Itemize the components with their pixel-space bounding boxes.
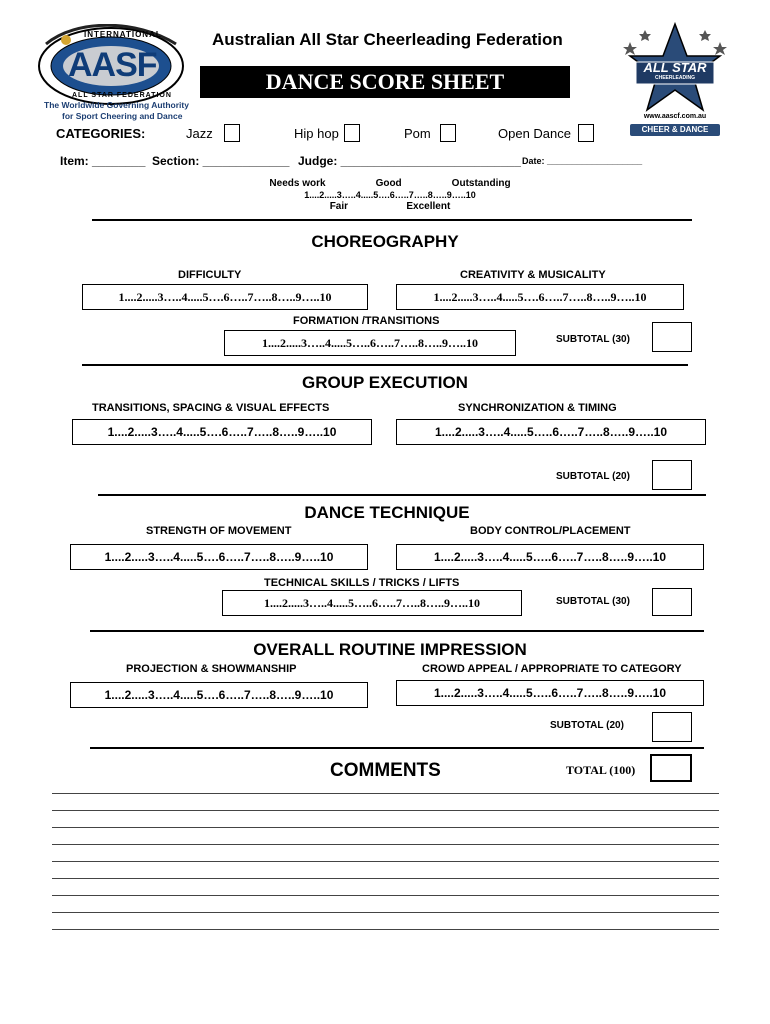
technical-skills-label: TECHNICAL SKILLS / TRICKS / LIFTS xyxy=(264,577,460,589)
group-execution-subtotal-box[interactable] xyxy=(652,460,692,490)
all-star-center-top: ALL STAR xyxy=(643,60,707,75)
transitions-scale[interactable]: 1....2.....3…..4.....5….6…..7…..8…..9…..10 xyxy=(72,419,372,445)
comment-line-8[interactable] xyxy=(52,912,719,913)
aasf-tagline-2: for Sport Cheering and Dance xyxy=(62,111,183,121)
transitions-label: TRANSITIONS, SPACING & VISUAL EFFECTS xyxy=(92,402,330,414)
group-execution-subtotal-label: SUBTOTAL (20) xyxy=(556,471,630,482)
all-star-ribbon: CHEER & DANCE xyxy=(630,124,720,136)
divider-overall xyxy=(90,747,704,749)
category-hiphop-checkbox[interactable] xyxy=(344,124,360,142)
aasf-letters: AASF xyxy=(68,46,157,84)
crowd-appeal-scale[interactable]: 1....2.....3…..4.....5…..6…..7…..8…..9…..10 xyxy=(396,680,704,706)
dance-technique-heading: DANCE TECHNIQUE xyxy=(304,503,470,522)
legend-bottom: Fair Excellent xyxy=(329,201,451,212)
difficulty-label: DIFFICULTY xyxy=(178,269,242,281)
projection-scale[interactable]: 1....2.....3…..4.....5….6…..7…..8…..9…..10 xyxy=(70,682,368,708)
total-label: TOTAL (100) xyxy=(566,763,636,777)
comment-line-1[interactable] xyxy=(52,793,719,794)
divider-group-execution xyxy=(98,494,706,496)
category-jazz-checkbox[interactable] xyxy=(224,124,240,142)
synchronization-scale[interactable]: 1....2.....3…..4.....5…..6…..7…..8…..9…..10 xyxy=(396,419,706,445)
item-field[interactable]: Item: ________ xyxy=(60,154,146,168)
category-hiphop-label: Hip hop xyxy=(294,126,339,141)
choreography-subtotal-label: SUBTOTAL (30) xyxy=(556,334,630,345)
synchronization-label: SYNCHRONIZATION & TIMING xyxy=(458,402,617,414)
divider-choreography xyxy=(82,364,688,366)
org-name: Australian All Star Cheerleading Federation xyxy=(212,30,563,49)
comment-line-6[interactable] xyxy=(52,878,719,879)
formation-label: FORMATION /TRANSITIONS xyxy=(293,315,440,327)
all-star-center-sub: CHEERLEADING xyxy=(654,75,695,81)
comments-heading: COMMENTS xyxy=(330,760,441,781)
group-execution-heading: GROUP EXECUTION xyxy=(302,373,468,392)
technical-skills-scale[interactable]: 1....2.....3…..4.....5…..6…..7…..8…..9…..10 xyxy=(222,590,522,616)
choreography-subtotal-box[interactable] xyxy=(652,322,692,352)
difficulty-scale[interactable]: 1....2.....3…..4.....5….6…..7…..8…..9…..10 xyxy=(82,284,368,310)
divider-dance-technique xyxy=(90,630,704,632)
overall-subtotal-box[interactable] xyxy=(652,712,692,742)
aasf-ring-bottom: ALL STAR FEDERATION xyxy=(72,92,172,99)
overall-subtotal-label: SUBTOTAL (20) xyxy=(550,720,624,731)
choreography-heading: CHOREOGRAPHY xyxy=(311,232,459,251)
comment-line-5[interactable] xyxy=(52,861,719,862)
comment-line-9[interactable] xyxy=(52,929,719,930)
categories-label: CATEGORIES: xyxy=(56,126,146,141)
body-control-scale[interactable]: 1....2.....3…..4.....5…..6…..7…..8…..9…..10 xyxy=(396,544,704,570)
date-field[interactable]: Date: ___________________ xyxy=(522,156,643,166)
crowd-appeal-label: CROWD APPEAL / APPROPRIATE TO CATEGORY xyxy=(422,663,682,675)
overall-heading: OVERALL ROUTINE IMPRESSION xyxy=(253,640,527,659)
strength-label: STRENGTH OF MOVEMENT xyxy=(146,525,292,537)
legend-scale: 1....2.....3…..4.....5….6…..7…..8…..9…..10 xyxy=(304,190,476,200)
formation-scale[interactable]: 1....2.....3…..4.....5…..6…..7…..8…..9…..10 xyxy=(224,330,516,356)
section-field[interactable]: Section: _____________ xyxy=(152,154,290,168)
all-star-logo xyxy=(620,20,730,140)
comment-line-7[interactable] xyxy=(52,895,719,896)
aasf-tagline-1: The Worldwide Governing Authority xyxy=(44,100,189,110)
sheet-title: DANCE SCORE SHEET xyxy=(200,66,570,98)
divider-top xyxy=(92,219,692,221)
legend-top: Needs work Good Outstanding xyxy=(269,178,511,189)
aasf-ring-top: INTERNATIONAL xyxy=(84,30,162,39)
strength-scale[interactable]: 1....2.....3…..4.....5….6…..7…..8…..9…..10 xyxy=(70,544,368,570)
category-pom-checkbox[interactable] xyxy=(440,124,456,142)
creativity-label: CREATIVITY & MUSICALITY xyxy=(460,269,606,281)
body-control-label: BODY CONTROL/PLACEMENT xyxy=(470,525,631,537)
category-pom-label: Pom xyxy=(404,126,431,141)
comment-line-3[interactable] xyxy=(52,827,719,828)
creativity-scale[interactable]: 1....2.....3…..4.....5….6…..7…..8…..9…..10 xyxy=(396,284,684,310)
dance-technique-subtotal-label: SUBTOTAL (30) xyxy=(556,596,630,607)
projection-label: PROJECTION & SHOWMANSHIP xyxy=(126,663,297,675)
comment-line-2[interactable] xyxy=(52,810,719,811)
total-box[interactable] xyxy=(650,754,692,782)
category-open-dance-label: Open Dance xyxy=(498,126,571,141)
dance-technique-subtotal-box[interactable] xyxy=(652,588,692,616)
judge-field[interactable]: Judge: ___________________________ xyxy=(298,154,521,168)
all-star-url: www.aascf.com.au xyxy=(643,113,707,120)
category-open-dance-checkbox[interactable] xyxy=(578,124,594,142)
category-jazz-label: Jazz xyxy=(186,126,213,141)
comment-line-4[interactable] xyxy=(52,844,719,845)
